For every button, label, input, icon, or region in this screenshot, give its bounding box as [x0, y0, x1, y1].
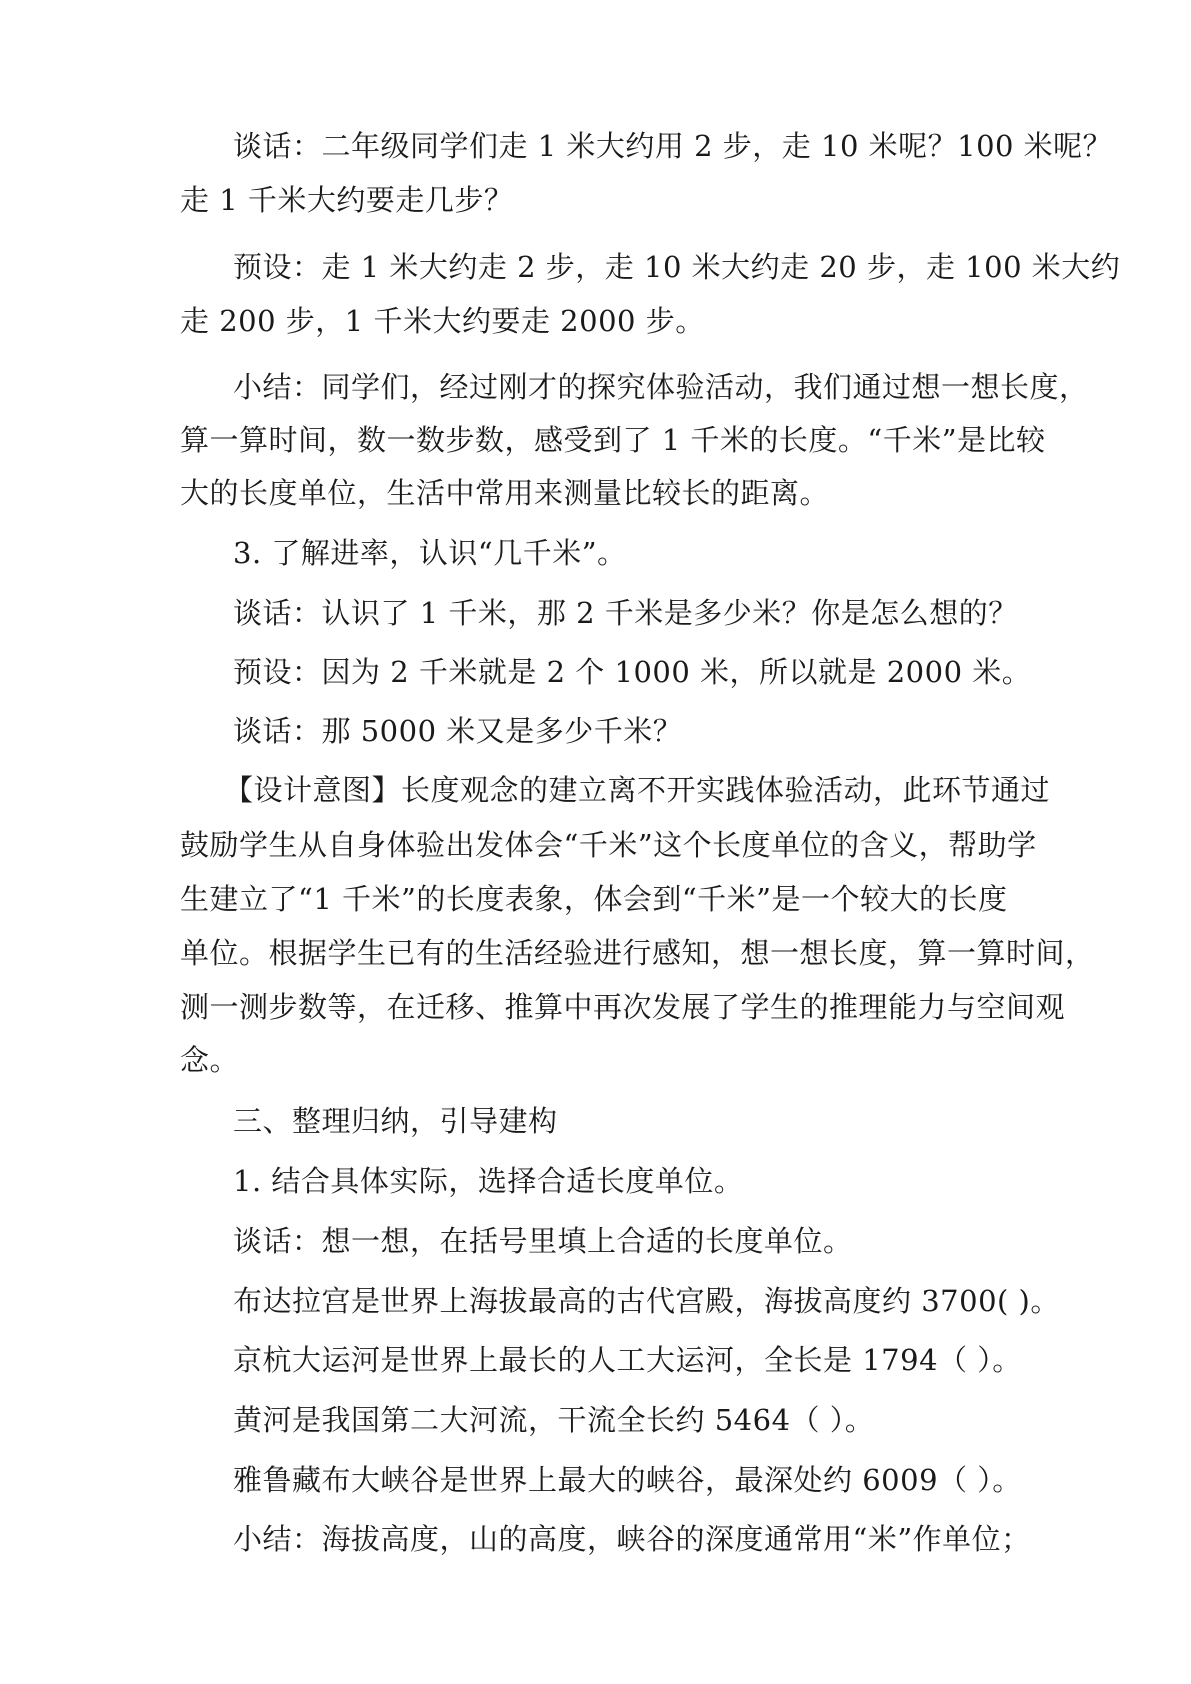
- paragraph-line: 走 200 步，1 千米大约要走 2000 步。: [180, 304, 705, 338]
- question-line: 布达拉宫是世界上海拔最高的古代宫殿，海拔高度约 3700( )。: [233, 1284, 1060, 1318]
- paragraph-line: 走 1 千米大约要走几步？: [180, 183, 514, 217]
- paragraph-line: 小结：同学们，经过刚才的探究体验活动，我们通过想一想长度，: [233, 370, 1089, 404]
- paragraph-line: 预设：走 1 米大约走 2 步，走 10 米大约走 20 步，走 100 米大约: [233, 250, 1121, 284]
- paragraph-line: 谈话：想一想，在括号里填上合适的长度单位。: [233, 1224, 853, 1258]
- paragraph-line: 大的长度单位，生活中常用来测量比较长的距离。: [180, 476, 830, 510]
- paragraph-line: 测一测步数等，在迁移、推算中再次发展了学生的推理能力与空间观: [180, 990, 1066, 1024]
- paragraph-line: 鼓励学生从自身体验出发体会“千米”这个长度单位的含义，帮助学: [180, 828, 1037, 862]
- paragraph-line: 谈话：那 5000 米又是多少千米？: [233, 714, 683, 748]
- paragraph-line: 单位。根据学生已有的生活经验进行感知，想一想长度，算一算时间，: [180, 936, 1095, 970]
- question-line: 京杭大运河是世界上最长的人工大运河，全长是 1794（ ）。: [233, 1343, 1022, 1377]
- paragraph-line: 小结：海拔高度，山的高度，峡谷的深度通常用“米”作单位；: [233, 1522, 1031, 1556]
- paragraph-line: 算一算时间，数一数步数，感受到了 1 千米的长度。“千米”是比较: [180, 423, 1046, 457]
- paragraph-line: 【设计意图】长度观念的建立离不开实践体验活动，此环节通过: [224, 773, 1051, 807]
- section-heading: 三、整理归纳，引导建构: [233, 1104, 558, 1138]
- paragraph-line: 谈话：二年级同学们走 1 米大约用 2 步，走 10 米呢？100 米呢？: [233, 129, 1113, 163]
- paragraph-line: 谈话：认识了 1 千米，那 2 千米是多少米？你是怎么想的？: [233, 596, 1018, 630]
- paragraph-line: 念。: [180, 1043, 240, 1077]
- paragraph-line: 生建立了“1 千米”的长度表象，体会到“千米”是一个较大的长度: [180, 882, 1008, 916]
- question-line: 雅鲁藏布大峡谷是世界上最大的峡谷，最深处约 6009（ ）。: [233, 1463, 1022, 1497]
- section-heading: 1. 结合具体实际，选择合适长度单位。: [233, 1164, 744, 1198]
- paragraph-line: 预设：因为 2 千米就是 2 个 1000 米，所以就是 2000 米。: [233, 655, 1032, 689]
- section-heading: 3. 了解进率，认识“几千米”。: [233, 536, 627, 570]
- question-line: 黄河是我国第二大河流，干流全长约 5464（ ）。: [233, 1403, 875, 1437]
